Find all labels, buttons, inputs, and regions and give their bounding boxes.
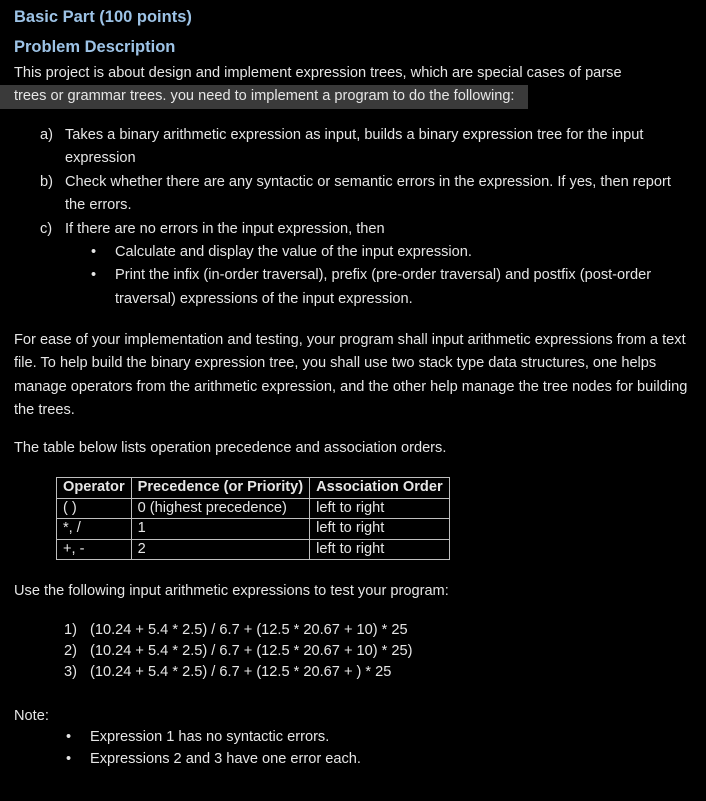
task-text: Takes a binary arithmetic expression as input, builds a binary expression tree for the input expression xyxy=(65,127,644,167)
intro-paragraph xyxy=(14,62,694,109)
task-marker: c) xyxy=(40,220,53,237)
table-cell: left to right xyxy=(310,519,450,540)
table-cell: ( ) xyxy=(57,498,132,519)
expression-marker: 3) xyxy=(64,664,77,680)
subtask-item xyxy=(0,241,690,264)
note-item xyxy=(0,726,361,748)
expression-text: (10.24 + 5.4 * 2.5) / 6.7 + (12.5 * 20.67 + 10) * 25 xyxy=(90,622,408,638)
section-title: Basic Part (100 points) xyxy=(14,8,192,26)
subtask-text: Calculate and display the value of the input expression. xyxy=(115,244,472,261)
implementation-paragraph: For ease of your implementation and testing, your program shall input arithmetic expressions from a text file. To help build the binary expression tree, you shall use two stack type data structures, one helps manage operators from the arithmetic expression, and the other help manage the tree nodes for building the trees. xyxy=(14,332,688,419)
task-item xyxy=(0,218,690,312)
test-intro: Use the following input arithmetic expressions to test your program: xyxy=(14,583,449,599)
task-text: Check whether there are any syntactic or semantic errors in the expression. If yes, then report the errors. xyxy=(65,173,671,214)
table-intro: The table below lists operation precedence and association orders. xyxy=(14,440,447,456)
table-header-cell: Association Order xyxy=(310,478,450,499)
expression-item xyxy=(0,620,413,641)
task-list xyxy=(0,124,690,311)
intro-line-2-highlighted: trees or grammar trees. you need to implement a program to do the following: xyxy=(0,85,528,108)
task-item xyxy=(0,171,690,218)
expression-text: (10.24 + 5.4 * 2.5) / 6.7 + (12.5 * 20.67 + ) * 25 xyxy=(90,664,392,680)
task-marker: b) xyxy=(40,173,53,190)
expression-marker: 2) xyxy=(64,643,77,659)
task-item xyxy=(0,124,690,171)
expression-item xyxy=(0,641,413,662)
table-cell: 1 xyxy=(131,519,309,540)
expression-item xyxy=(0,662,413,683)
table-header-cell: Operator xyxy=(57,478,132,499)
table-cell: *, / xyxy=(57,519,132,540)
subtask-list xyxy=(65,241,690,311)
table-cell: +, - xyxy=(57,539,132,560)
expression-list xyxy=(0,620,413,683)
subtask-text: Print the infix (in-order traversal), prefix (pre-order traversal) and postfix (post-order traversal) expressions of the input expression. xyxy=(115,267,652,307)
expression-marker: 1) xyxy=(64,622,77,638)
table-row xyxy=(57,498,450,519)
task-text: If there are no errors in the input expression, then xyxy=(65,220,385,237)
table-row xyxy=(57,539,450,560)
task-marker: a) xyxy=(40,127,53,143)
note-label: Note: xyxy=(14,708,49,724)
bullet-icon: • xyxy=(66,729,72,745)
section-subtitle: Problem Description xyxy=(14,38,176,56)
note-text: Expression 1 has no syntactic errors. xyxy=(90,729,330,745)
intro-line-1: This project is about design and implement expression trees, which are special cases of parse xyxy=(14,65,622,81)
note-text: Expressions 2 and 3 have one error each. xyxy=(90,751,361,767)
bullet-icon: • xyxy=(91,244,97,261)
bullet-icon: • xyxy=(91,267,97,284)
table-cell: 2 xyxy=(131,539,309,560)
table-header-row xyxy=(57,478,450,499)
table-header-cell: Precedence (or Priority) xyxy=(131,478,309,499)
table-cell: left to right xyxy=(310,498,450,519)
table-row xyxy=(57,519,450,540)
expression-text: (10.24 + 5.4 * 2.5) / 6.7 + (12.5 * 20.67 + 10) * 25) xyxy=(90,643,413,659)
table-cell: 0 (highest precedence) xyxy=(131,498,309,519)
bullet-icon: • xyxy=(66,751,72,767)
notes-list xyxy=(0,726,361,770)
note-item xyxy=(0,748,361,770)
subtask-item xyxy=(0,264,690,311)
table-cell: left to right xyxy=(310,539,450,560)
precedence-table xyxy=(56,477,450,560)
